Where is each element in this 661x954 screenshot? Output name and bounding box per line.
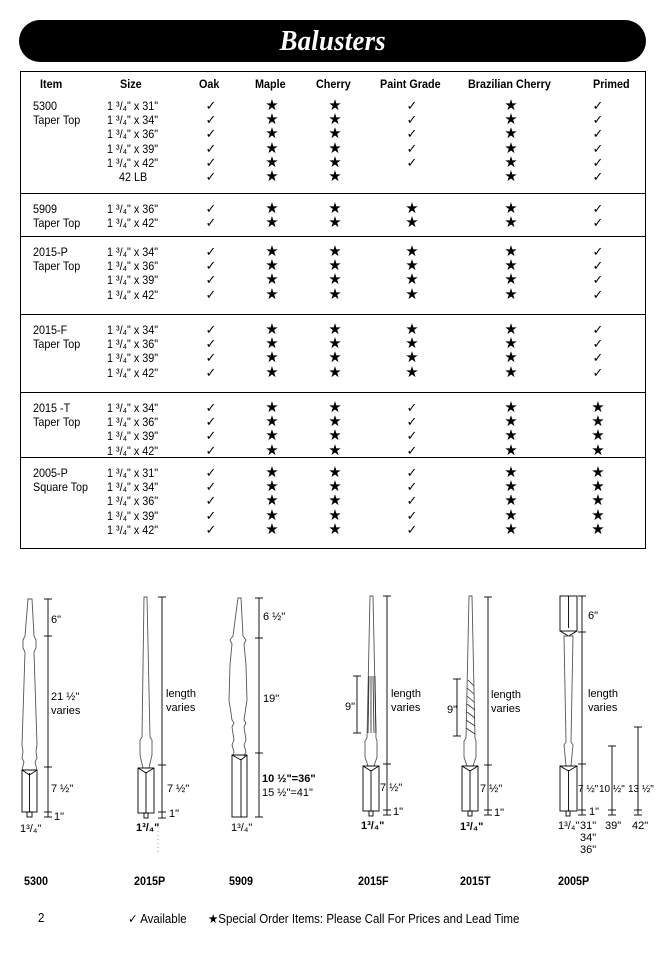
special-order-star-icon: ★: [328, 520, 342, 538]
size-cell: 1 ³/₄" x 42": [107, 443, 159, 458]
dim-2015F-length: length: [391, 688, 421, 700]
special-order-star-icon: ★: [265, 200, 279, 217]
item-style: Taper Top: [33, 113, 81, 128]
special-order-star-icon: ★: [504, 257, 518, 275]
special-order-star-icon: ★: [265, 427, 279, 445]
special-order-star-icon: ★: [265, 441, 279, 459]
special-order-star-icon: ★: [405, 335, 419, 353]
legend-special-order: ★Special Order Items: Please Call For Prices and Lead Time: [208, 912, 520, 926]
special-order-star-icon: ★: [504, 413, 518, 431]
item-style: Taper Top: [33, 259, 81, 274]
available-check-icon: ✓: [205, 400, 217, 415]
special-order-star-icon: ★: [328, 335, 342, 353]
special-order-star-icon: ★: [328, 321, 342, 338]
special-order-star-icon: ★: [504, 363, 518, 381]
size-cell: 1 ³/₄" x 39": [107, 508, 159, 523]
available-check-icon: ✓: [592, 215, 604, 231]
available-check-icon: ✓: [592, 98, 604, 113]
available-check-icon: ✓: [205, 126, 217, 142]
special-order-star-icon: ★: [328, 153, 342, 171]
special-order-star-icon: ★: [504, 243, 518, 260]
special-order-star-icon: ★: [504, 321, 518, 338]
special-order-star-icon: ★: [405, 271, 419, 289]
available-check-icon: ✓: [205, 112, 217, 128]
dim-2015P-width: 1³/₄": [136, 822, 160, 834]
special-order-star-icon: ★: [265, 478, 279, 496]
dim-2015T-varies: varies: [491, 703, 521, 715]
available-check-icon: ✓: [406, 428, 418, 444]
dim-5909-block-36: 10 ½"=36": [262, 773, 316, 785]
special-order-star-icon: ★: [265, 413, 279, 431]
dim-2015P-block: 7 ½": [167, 783, 190, 795]
available-check-icon: ✓: [205, 201, 217, 216]
available-check-icon: ✓: [205, 428, 217, 444]
special-order-star-icon: ★: [405, 285, 419, 303]
size-cell: 1 ³/₄" x 36": [107, 259, 159, 274]
special-order-star-icon: ★: [328, 464, 342, 481]
size-cell: 1 ³/₄" x 34": [107, 113, 159, 128]
size-cell: 1 ³/₄" x 36": [107, 127, 159, 142]
special-order-star-icon: ★: [265, 214, 279, 232]
drawing-label-2015P: 2015P: [134, 874, 166, 888]
available-check-icon: ✓: [406, 112, 418, 128]
available-check-icon: ✓: [592, 258, 604, 274]
available-check-icon: ✓: [406, 465, 418, 480]
special-order-star-icon: ★: [504, 125, 518, 143]
special-order-star-icon: ★: [265, 363, 279, 381]
special-order-star-icon: ★: [328, 111, 342, 129]
dim-2015T-pin: 1": [494, 807, 505, 819]
special-order-star-icon: ★: [504, 111, 518, 129]
size-cell: 1 ³/₄" x 39": [107, 141, 159, 156]
dim-2015F-varies: varies: [391, 702, 421, 714]
available-check-icon: ✓: [592, 201, 604, 216]
available-check-icon: ✓: [205, 414, 217, 430]
available-check-icon: ✓: [592, 272, 604, 288]
available-check-icon: ✓: [205, 244, 217, 259]
item-style: Square Top: [33, 480, 89, 495]
available-check-icon: ✓: [406, 442, 418, 458]
special-order-star-icon: ★: [504, 271, 518, 289]
table-group: [21, 236, 645, 314]
available-check-icon: ✓: [205, 479, 217, 495]
dim-2015P-pin: 1": [169, 808, 180, 820]
dim-2005P-width: 1³/₄": [558, 820, 580, 832]
dim-2005P-block-39: 10 ½": [599, 784, 625, 795]
item-number: 2005-P: [33, 466, 68, 480]
special-order-star-icon: ★: [265, 321, 279, 338]
drawing-5300: [22, 599, 52, 817]
special-order-star-icon: ★: [405, 243, 419, 260]
available-check-icon: ✓: [406, 521, 418, 537]
dim-2015F-block: 7 ½": [380, 782, 403, 794]
special-order-star-icon: ★: [591, 413, 605, 431]
size-cell: 1 ³/₄" x 39": [107, 273, 159, 288]
size-cell: 1 ³/₄" x 36": [107, 494, 159, 509]
special-order-star-icon: ★: [504, 214, 518, 232]
special-order-star-icon: ★: [328, 168, 342, 185]
special-order-star-icon: ★: [328, 243, 342, 260]
available-check-icon: ✓: [205, 465, 217, 480]
special-order-star-icon: ★: [591, 478, 605, 496]
table-group: [21, 193, 645, 236]
available-check-icon: ✓: [406, 98, 418, 113]
special-order-star-icon: ★: [265, 111, 279, 129]
col-header-paint-grade: Paint Grade: [380, 77, 441, 91]
dim-2005P-length: length: [588, 688, 618, 700]
special-order-star-icon: ★: [591, 399, 605, 416]
item-style: Taper Top: [33, 337, 81, 352]
dim-2015F-width: 1³/₄": [361, 820, 385, 832]
available-check-icon: ✓: [205, 169, 217, 184]
dim-5909-top: 6 ½": [263, 611, 286, 623]
drawing-2015P: [138, 597, 166, 855]
item-style: Taper Top: [33, 216, 81, 231]
dim-5300-block: 7 ½": [51, 783, 74, 795]
available-check-icon: ✓: [205, 493, 217, 509]
special-order-star-icon: ★: [328, 399, 342, 416]
available-check-icon: ✓: [592, 126, 604, 142]
table-group: [21, 314, 645, 392]
item-number: 5909: [33, 202, 58, 216]
special-order-star-icon: ★: [591, 464, 605, 481]
col-header-item: Item: [40, 77, 63, 91]
size-cell: 1 ³/₄" x 39": [107, 429, 159, 444]
dim-5300-middle: 21 ½": [51, 691, 80, 703]
available-check-icon: ✓: [406, 493, 418, 509]
dim-2015T-width: 1³/₄": [460, 821, 484, 833]
dim-2015T-length: length: [491, 689, 521, 701]
special-order-star-icon: ★: [265, 335, 279, 353]
special-order-star-icon: ★: [328, 427, 342, 445]
size-cell: 1 ³/₄" x 34": [107, 401, 159, 415]
special-order-star-icon: ★: [328, 97, 342, 114]
special-order-star-icon: ★: [328, 139, 342, 157]
available-check-icon: ✓: [205, 521, 217, 537]
item-number: 2015-P: [33, 245, 68, 259]
special-order-star-icon: ★: [328, 125, 342, 143]
available-check-icon: ✓: [205, 140, 217, 156]
available-check-icon: ✓: [205, 507, 217, 523]
col-header-oak: Oak: [199, 77, 220, 91]
special-order-star-icon: ★: [504, 464, 518, 481]
dim-2005P-top: 6": [588, 610, 599, 622]
size-cell: 1 ³/₄" x 34": [107, 323, 159, 337]
dim-2015T-twist: 9": [447, 704, 458, 716]
available-check-icon: ✓: [592, 350, 604, 366]
special-order-star-icon: ★: [265, 506, 279, 524]
special-order-star-icon: ★: [265, 153, 279, 171]
special-order-star-icon: ★: [405, 257, 419, 275]
available-check-icon: ✓: [406, 414, 418, 430]
available-check-icon: ✓: [406, 154, 418, 170]
available-check-icon: ✓: [406, 479, 418, 495]
dim-2015P-varies: varies: [166, 702, 196, 714]
size-cell: 1 ³/₄" x 42": [107, 216, 159, 231]
special-order-star-icon: ★: [265, 520, 279, 538]
dim-2005P-pin: 1": [589, 806, 600, 818]
available-check-icon: ✓: [592, 112, 604, 128]
special-order-star-icon: ★: [405, 349, 419, 367]
legend-available: ✓ Available: [128, 912, 187, 926]
size-cell: 1 ³/₄" x 31": [107, 99, 159, 113]
drawing-label-2015T: 2015T: [460, 874, 491, 888]
special-order-star-icon: ★: [591, 506, 605, 524]
size-cell: 1 ³/₄" x 36": [107, 202, 159, 216]
dim-2005P-varies: varies: [588, 702, 618, 714]
size-cell: 1 ³/₄" x 42": [107, 155, 159, 170]
page-number: 2: [38, 911, 45, 925]
special-order-star-icon: ★: [265, 168, 279, 185]
dim-2005P-block: 7 ½": [578, 784, 599, 795]
drawing-label-2005P: 2005P: [558, 874, 590, 888]
size-cell: 42 LB: [119, 170, 148, 184]
available-check-icon: ✓: [592, 286, 604, 302]
size-cell: 1 ³/₄" x 39": [107, 351, 159, 366]
special-order-star-icon: ★: [591, 441, 605, 459]
special-order-star-icon: ★: [405, 321, 419, 338]
special-order-star-icon: ★: [328, 506, 342, 524]
dim-2015F-pin: 1": [393, 806, 404, 818]
size-cell: 1 ³/₄" x 36": [107, 337, 159, 352]
available-check-icon: ✓: [205, 258, 217, 274]
special-order-star-icon: ★: [265, 492, 279, 510]
special-order-star-icon: ★: [328, 478, 342, 496]
col-header-cherry: Cherry: [316, 77, 351, 91]
available-check-icon: ✓: [205, 286, 217, 302]
special-order-star-icon: ★: [328, 285, 342, 303]
dim-5300-pin: 1": [54, 811, 65, 823]
drawing-label-2015F: 2015F: [358, 874, 389, 888]
available-check-icon: ✓: [406, 400, 418, 415]
available-check-icon: ✓: [406, 507, 418, 523]
available-check-icon: ✓: [205, 350, 217, 366]
special-order-star-icon: ★: [328, 349, 342, 367]
col-header-size: Size: [120, 77, 142, 91]
size-cell: 1 ³/₄" x 42": [107, 365, 159, 380]
available-check-icon: ✓: [592, 322, 604, 337]
dim-5909-block-41: 15 ½"=41": [262, 787, 313, 799]
special-order-star-icon: ★: [265, 285, 279, 303]
special-order-star-icon: ★: [405, 214, 419, 232]
size-cell: 1 ³/₄" x 34": [107, 480, 159, 495]
size-cell: 1 ³/₄" x 42": [107, 522, 159, 537]
size-cell: 1 ³/₄" x 42": [107, 287, 159, 302]
baluster-availability-table: [20, 71, 646, 549]
special-order-star-icon: ★: [265, 349, 279, 367]
available-check-icon: ✓: [592, 140, 604, 156]
dim-2005P-h42: 42": [632, 820, 649, 832]
special-order-star-icon: ★: [265, 399, 279, 416]
item-number: 5300: [33, 99, 58, 113]
dim-5300-top: 6": [51, 614, 62, 626]
dim-2005P-block-42: 13 ½": [628, 784, 654, 795]
special-order-star-icon: ★: [265, 464, 279, 481]
available-check-icon: ✓: [592, 336, 604, 352]
special-order-star-icon: ★: [591, 520, 605, 538]
drawings-svg: [0, 585, 661, 875]
special-order-star-icon: ★: [504, 492, 518, 510]
available-check-icon: ✓: [406, 140, 418, 156]
special-order-star-icon: ★: [504, 349, 518, 367]
available-check-icon: ✓: [205, 272, 217, 288]
special-order-star-icon: ★: [504, 285, 518, 303]
special-order-star-icon: ★: [504, 478, 518, 496]
special-order-star-icon: ★: [504, 97, 518, 114]
special-order-star-icon: ★: [328, 214, 342, 232]
special-order-star-icon: ★: [504, 399, 518, 416]
available-check-icon: ✓: [205, 98, 217, 113]
dim-5909-width: 1³/₄": [231, 822, 253, 834]
special-order-star-icon: ★: [591, 492, 605, 510]
available-check-icon: ✓: [205, 154, 217, 170]
special-order-star-icon: ★: [405, 363, 419, 381]
special-order-star-icon: ★: [504, 153, 518, 171]
col-header-brazilian-cherry: Brazilian Cherry: [468, 77, 551, 91]
dim-2015T-block: 7 ½": [480, 783, 503, 795]
drawing-label-5300: 5300: [24, 874, 49, 888]
special-order-star-icon: ★: [328, 441, 342, 459]
dim-2005P-h39: 39": [605, 820, 622, 832]
special-order-star-icon: ★: [265, 125, 279, 143]
special-order-star-icon: ★: [265, 139, 279, 157]
dim-5909-middle: 19": [263, 693, 280, 705]
special-order-star-icon: ★: [265, 97, 279, 114]
dim-5300-varies: varies: [51, 705, 81, 717]
col-header-maple: Maple: [255, 77, 286, 91]
available-check-icon: ✓: [592, 169, 604, 184]
special-order-star-icon: ★: [591, 427, 605, 445]
size-cell: 1 ³/₄" x 34": [107, 245, 159, 259]
special-order-star-icon: ★: [504, 139, 518, 157]
dim-2015F-flute: 9": [345, 701, 356, 713]
title-banner: [19, 20, 646, 62]
available-check-icon: ✓: [592, 154, 604, 170]
special-order-star-icon: ★: [328, 257, 342, 275]
available-check-icon: ✓: [592, 364, 604, 380]
available-check-icon: ✓: [205, 322, 217, 337]
special-order-star-icon: ★: [504, 168, 518, 185]
available-check-icon: ✓: [205, 442, 217, 458]
special-order-star-icon: ★: [504, 506, 518, 524]
available-check-icon: ✓: [205, 364, 217, 380]
dim-2015P-length: length: [166, 688, 196, 700]
drawing-label-5909: 5909: [229, 874, 254, 888]
dim-5300-width: 1³/₄": [20, 823, 42, 835]
baluster-drawings: [0, 585, 661, 875]
special-order-star-icon: ★: [328, 413, 342, 431]
special-order-star-icon: ★: [328, 492, 342, 510]
item-number: 2015-F: [33, 323, 68, 337]
special-order-star-icon: ★: [504, 200, 518, 217]
special-order-star-icon: ★: [265, 243, 279, 260]
item-number: 2015 -T: [33, 401, 71, 415]
special-order-star-icon: ★: [504, 441, 518, 459]
available-check-icon: ✓: [205, 215, 217, 231]
item-style: Taper Top: [33, 415, 81, 430]
dim-2005P-h36: 36": [580, 844, 597, 856]
drawing-5909: [229, 598, 263, 817]
col-header-primed: Primed: [593, 77, 630, 91]
table-group: [21, 457, 645, 550]
table-group: [21, 392, 645, 457]
special-order-star-icon: ★: [328, 200, 342, 217]
special-order-star-icon: ★: [265, 257, 279, 275]
available-check-icon: ✓: [406, 126, 418, 142]
dim-2005P-h31: 31": [580, 820, 597, 832]
dim-2005P-h34: 34": [580, 832, 597, 844]
special-order-star-icon: ★: [405, 200, 419, 217]
available-check-icon: ✓: [205, 336, 217, 352]
special-order-star-icon: ★: [504, 520, 518, 538]
special-order-star-icon: ★: [328, 271, 342, 289]
special-order-star-icon: ★: [328, 363, 342, 381]
page-title: Balusters: [279, 24, 386, 57]
special-order-star-icon: ★: [504, 335, 518, 353]
size-cell: 1 ³/₄" x 36": [107, 415, 159, 430]
table-group: [21, 94, 645, 193]
size-cell: 1 ³/₄" x 31": [107, 466, 159, 480]
special-order-star-icon: ★: [265, 271, 279, 289]
available-check-icon: ✓: [592, 244, 604, 259]
special-order-star-icon: ★: [504, 427, 518, 445]
